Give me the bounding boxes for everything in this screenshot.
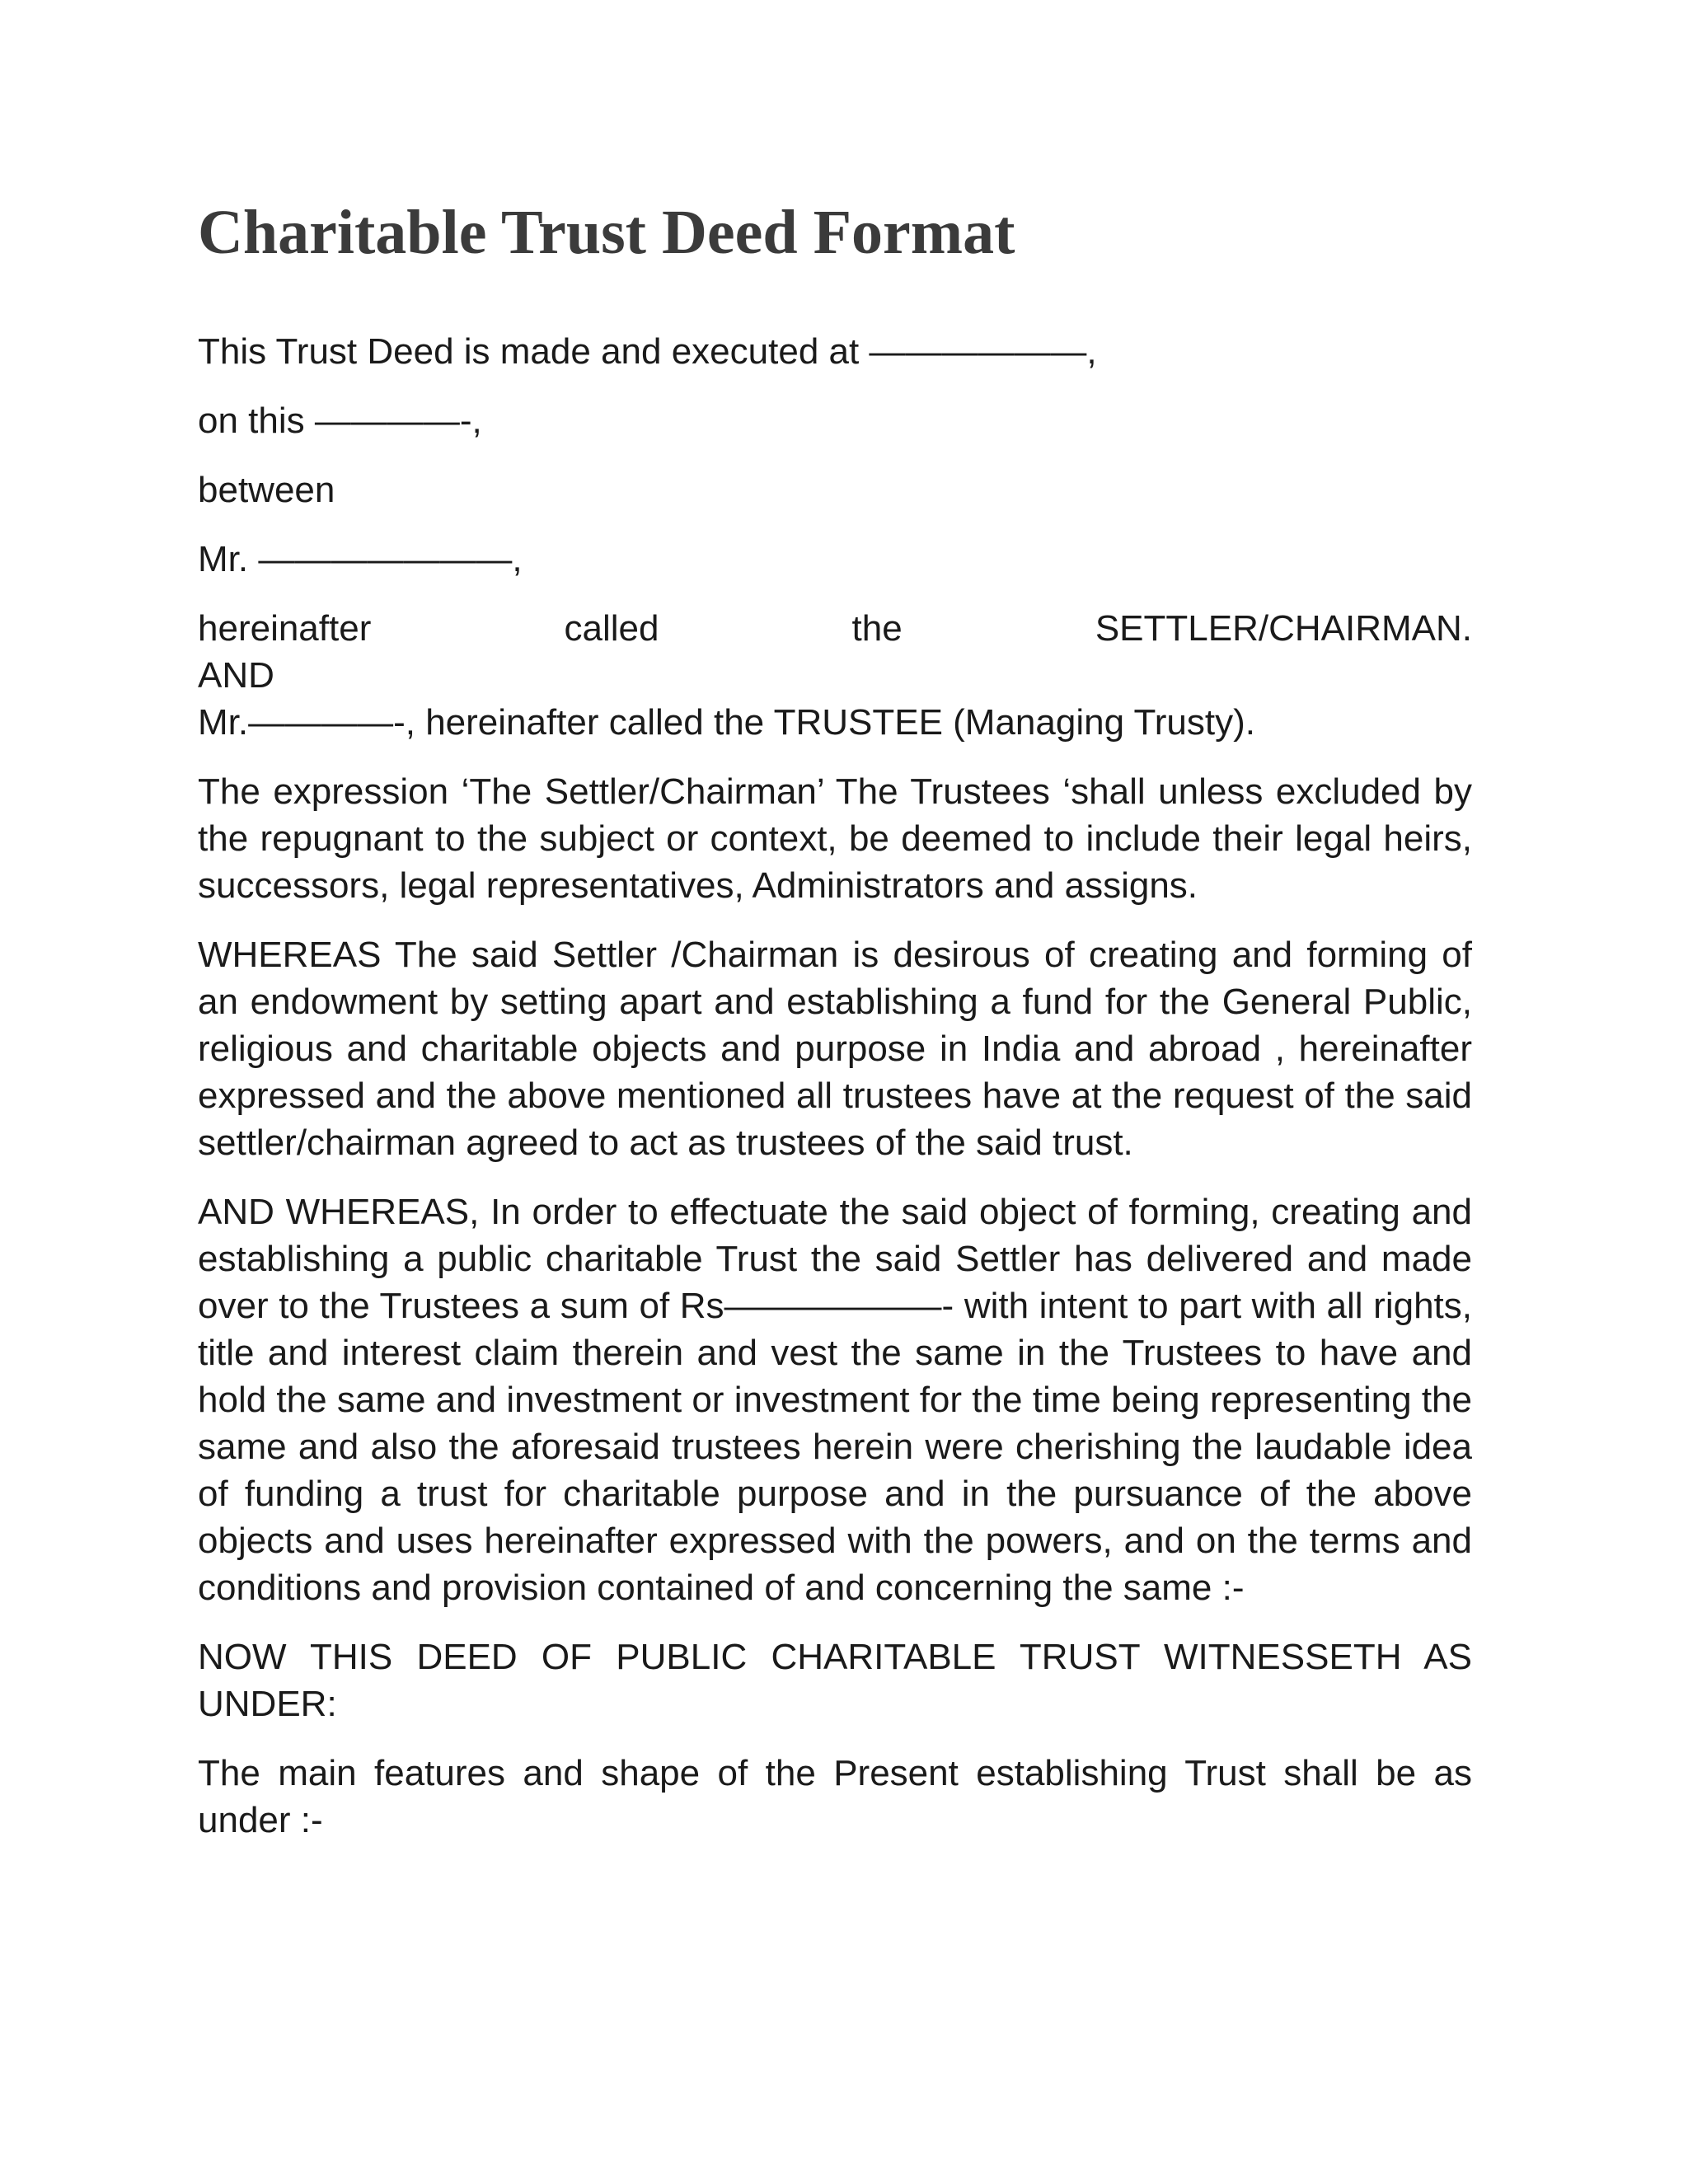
and-conjunction: AND [198, 655, 274, 696]
settler-word-called: called [564, 608, 659, 649]
execution-date-line: on this ————-, [198, 401, 482, 441]
document-title: Charitable Trust Deed Format [198, 198, 1015, 267]
document-body [198, 194, 1472, 1866]
settler-name-line: Mr. ———————, [198, 539, 523, 579]
execution-place-line: This Trust Deed is made and executed at ——————, [198, 331, 1097, 372]
paragraph-main-features: The main features and shape of the Present establishing Trust shall be as under :- [198, 1753, 1472, 1840]
paragraph-and-whereas: AND WHEREAS, In order to effectuate the said object of forming, creating and establishing a public charitable Trust the said Settler has delivered and made over to the Trustees a sum of Rs——————- with intent to part with all rights, title and interest claim therein and vest the same in the Trustees to have and hold the same and investment or investment for the time being representing the same and also the aforesaid trustees herein were cherishing the laudable idea of funding a trust for charitable purpose and in the pursuance of the above objects and uses hereinafter expressed with the powers, and on the terms and conditions and provision contained of and concerning the same :- [198, 1192, 1472, 1608]
settler-designation-line [198, 605, 1472, 652]
between-line: between [198, 470, 335, 510]
trustee-line: Mr.————-, hereinafter called the TRUSTEE (Managing Trusty). [198, 702, 1255, 743]
paragraph-whereas: WHEREAS The said Settler /Chairman is desirous of creating and forming of an endowment by setting apart and establishing a fund for the General Public, religious and charitable objects and purpose in India and abroad , hereinafter expressed and the above mentioned all trustees have at the request of the said settler/chairman agreed to act as trustees of the said trust. [198, 935, 1472, 1163]
parties-clause [198, 605, 1472, 746]
settler-word-hereinafter: hereinafter [198, 608, 372, 649]
settler-word-the: the [851, 608, 903, 649]
settler-word-designation: SETTLER/CHAIRMAN. [1095, 608, 1472, 649]
paragraph-witnesseth: NOW THIS DEED OF PUBLIC CHARITABLE TRUST WITNESSETH AS UNDER: [198, 1637, 1472, 1724]
paragraph-expression: The expression ‘The Settler/Chairman’ The Trustees ‘shall unless excluded by the repugnant to the subject or context, be deemed to include their legal heirs, successors, legal representatives, Administrators and assigns. [198, 771, 1472, 906]
